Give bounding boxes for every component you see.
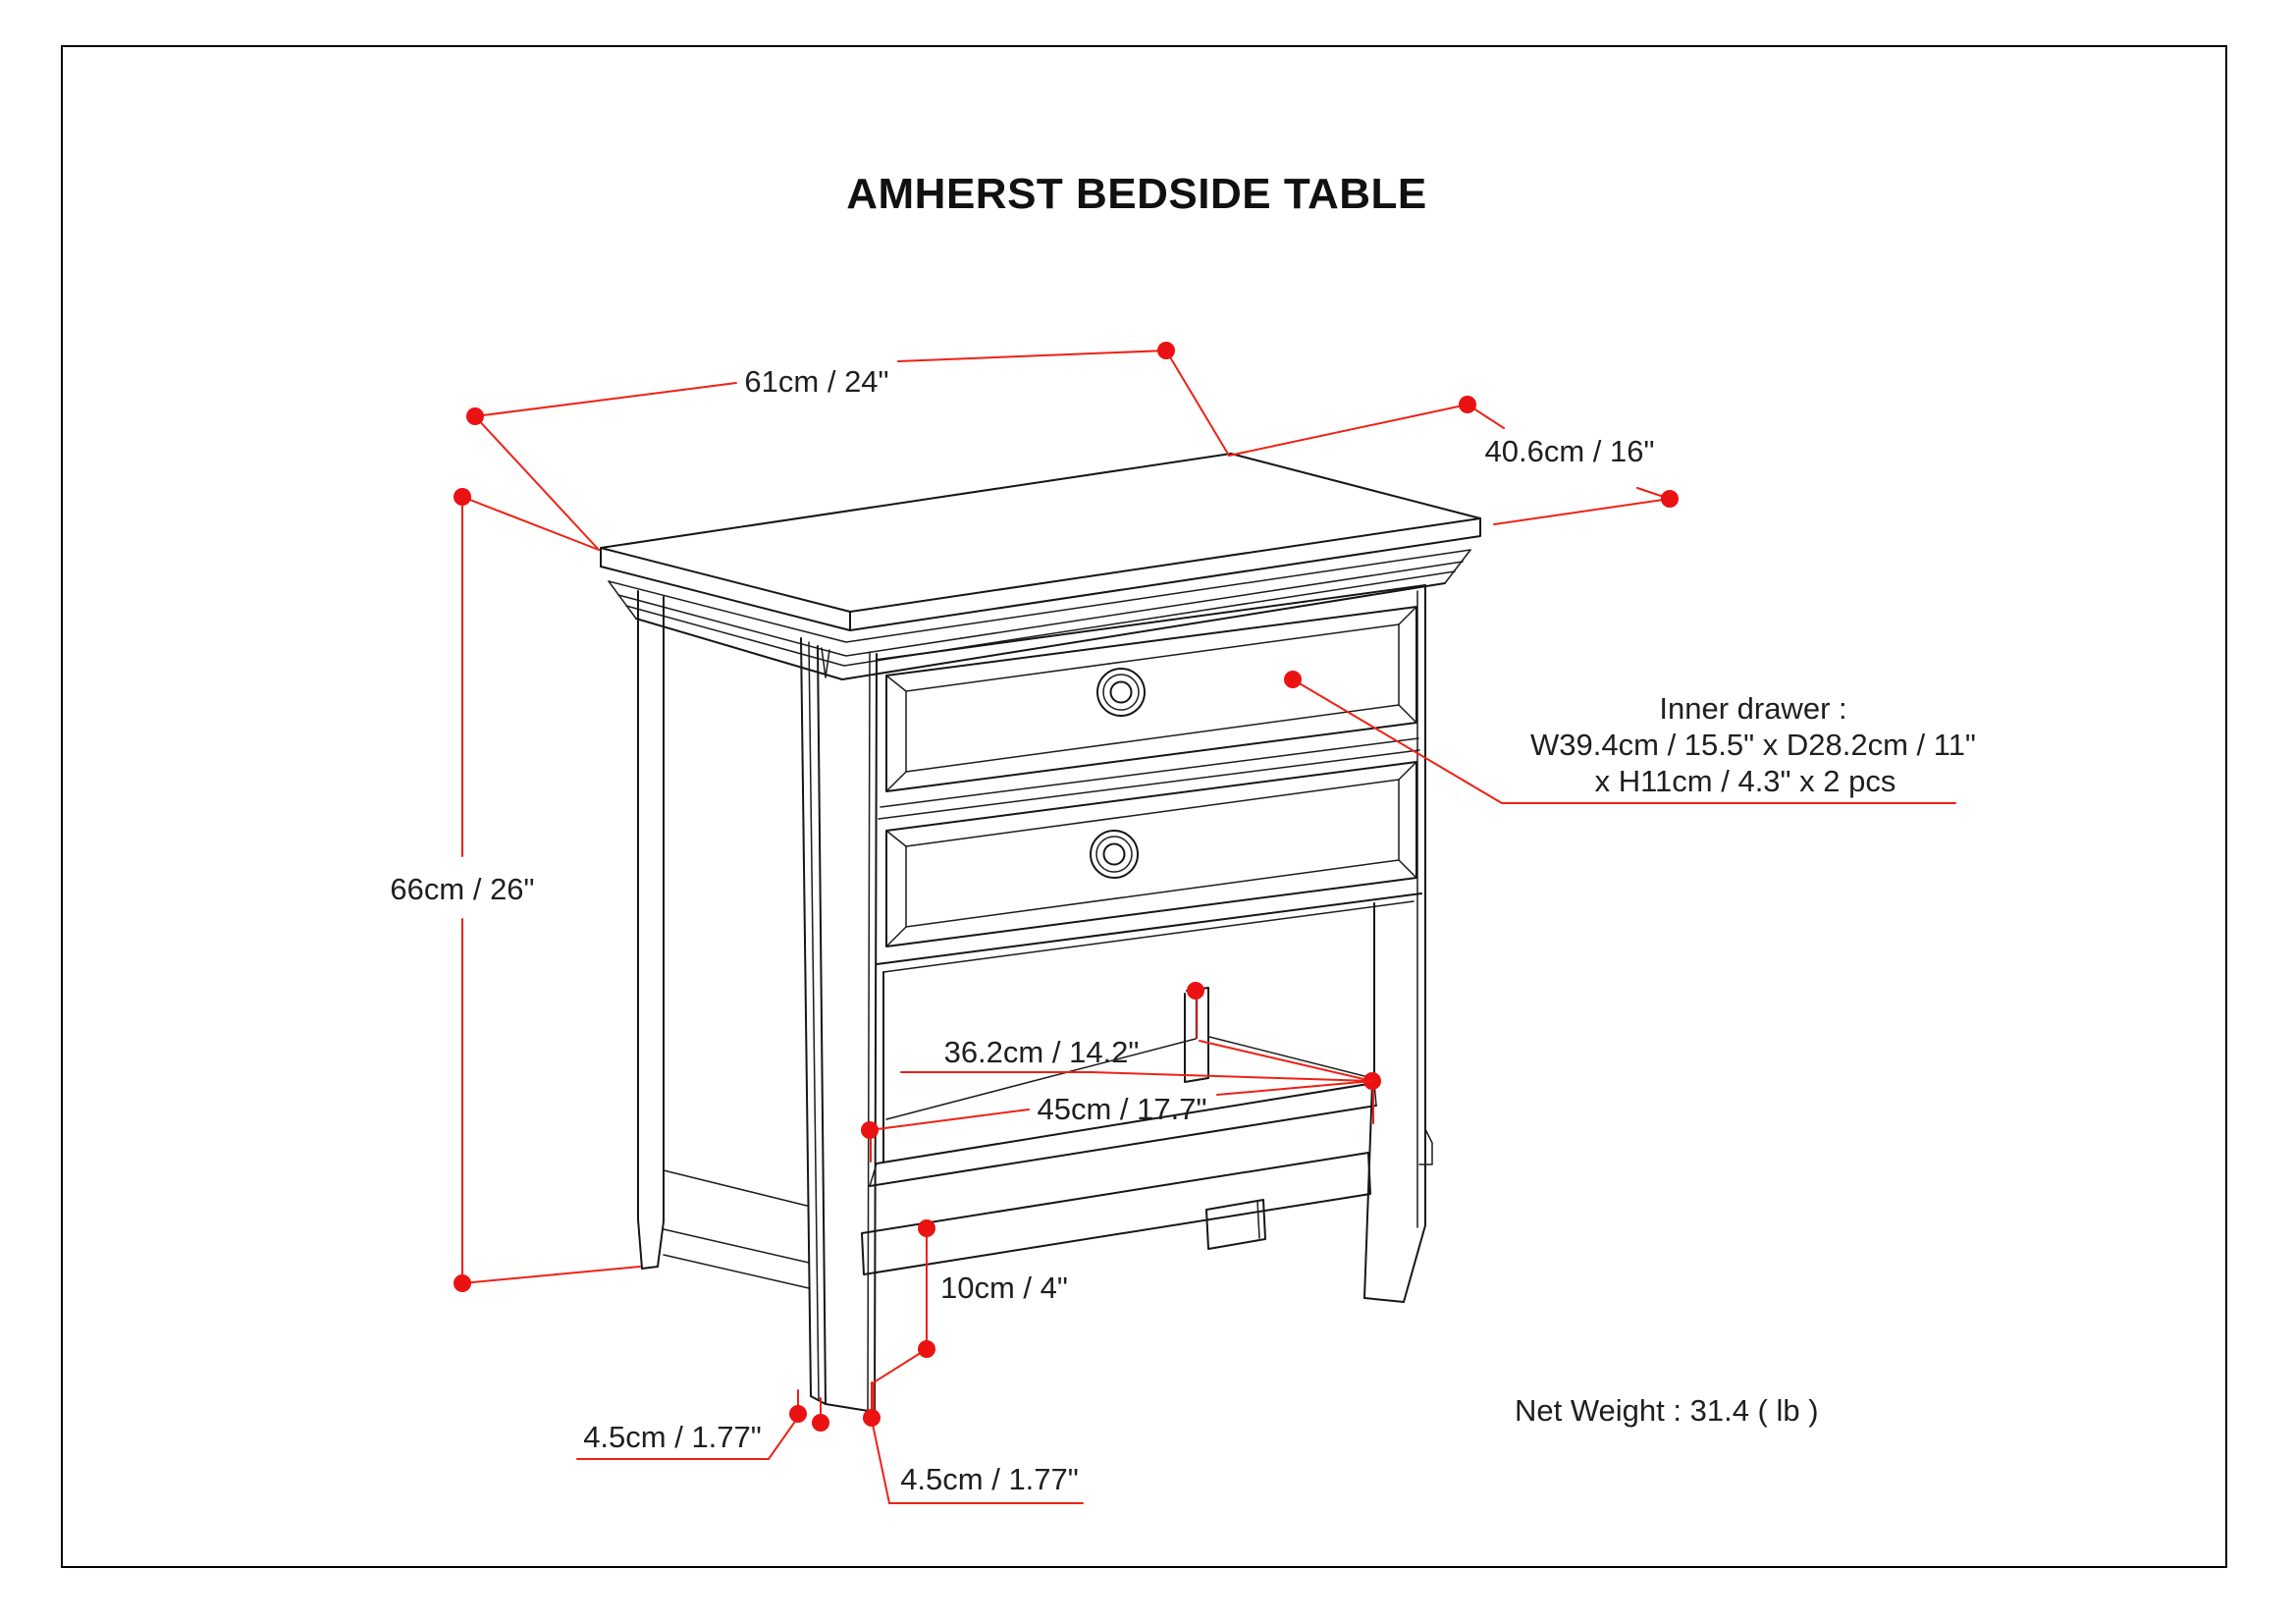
cabinet-front xyxy=(877,585,1425,1227)
dim-height xyxy=(390,488,640,1292)
dimension-endpoint-dot xyxy=(454,488,471,506)
dimension-endpoint-dot xyxy=(1284,671,1302,688)
inner-drawer-note xyxy=(1284,671,1976,803)
leg-front-dimension-label: 4.5cm / 1.77" xyxy=(900,1462,1079,1496)
dim-top-depth xyxy=(1229,396,1679,524)
dimension-endpoint-dot xyxy=(1157,342,1175,359)
dimension-endpoint-dot xyxy=(454,1274,471,1292)
top-depth-dimension-label: 40.6cm / 16" xyxy=(1484,434,1655,468)
annotations xyxy=(390,342,1976,1503)
dim-top-width xyxy=(466,342,1229,550)
inner-drawer-qty-line: x H11cm / 4.3" x 2 pcs xyxy=(1594,764,1896,798)
dimension-endpoint-dot xyxy=(812,1414,829,1432)
dimension-endpoint-dot xyxy=(861,1121,879,1139)
left-side-panel xyxy=(638,591,809,1288)
inner-drawer-heading: Inner drawer : xyxy=(1659,691,1847,726)
inner-drawer-size-line: W39.4cm / 15.5" x D28.2cm / 11" xyxy=(1530,728,1976,762)
right-legs xyxy=(1364,1083,1432,1302)
net-weight-label: Net Weight : 31.4 ( lb ) xyxy=(1515,1393,1819,1428)
drawer-knob-upper xyxy=(1097,669,1145,716)
dim-leg-front xyxy=(863,1409,1083,1503)
dimension-endpoint-dot xyxy=(918,1219,935,1237)
top-width-dimension-label: 61cm / 24" xyxy=(744,364,889,399)
stretcher-rail xyxy=(862,1153,1370,1274)
dim-leg-side xyxy=(577,1382,872,1459)
drawer-lower xyxy=(886,762,1416,947)
tabletop xyxy=(601,454,1480,630)
crown-molding xyxy=(609,550,1470,679)
page-title: AMHERST BEDSIDE TABLE xyxy=(846,170,1427,218)
drawer-knob-lower xyxy=(1091,831,1138,878)
shelf-opening-dimension-label: 36.2cm / 14.2" xyxy=(943,1035,1140,1069)
table-drawing xyxy=(601,454,1480,1412)
drawer-upper xyxy=(886,607,1416,791)
dimension-endpoint-dot xyxy=(1661,490,1679,508)
dimension-endpoint-dot xyxy=(789,1405,807,1423)
clearance-dimension-label: 10cm / 4" xyxy=(940,1271,1068,1305)
page-border xyxy=(62,46,2226,1567)
dimension-endpoint-dot xyxy=(918,1340,935,1358)
dim-shelf-width xyxy=(861,1081,1372,1162)
mid-rail xyxy=(879,738,1419,819)
dimension-endpoint-dot xyxy=(863,1409,881,1427)
leg-side-dimension-label: 4.5cm / 1.77" xyxy=(583,1420,762,1454)
dimension-endpoint-dot xyxy=(466,407,484,425)
shelf-width-dimension-label: 45cm / 17.7" xyxy=(1037,1092,1207,1126)
dimension-endpoint-dot xyxy=(1187,982,1204,1000)
center-foot xyxy=(1206,1200,1265,1249)
dimension-endpoint-dot xyxy=(1459,396,1476,413)
dim-clearance xyxy=(874,1219,1068,1410)
height-dimension-label: 66cm / 26" xyxy=(390,872,535,906)
front-left-leg xyxy=(801,638,877,1412)
